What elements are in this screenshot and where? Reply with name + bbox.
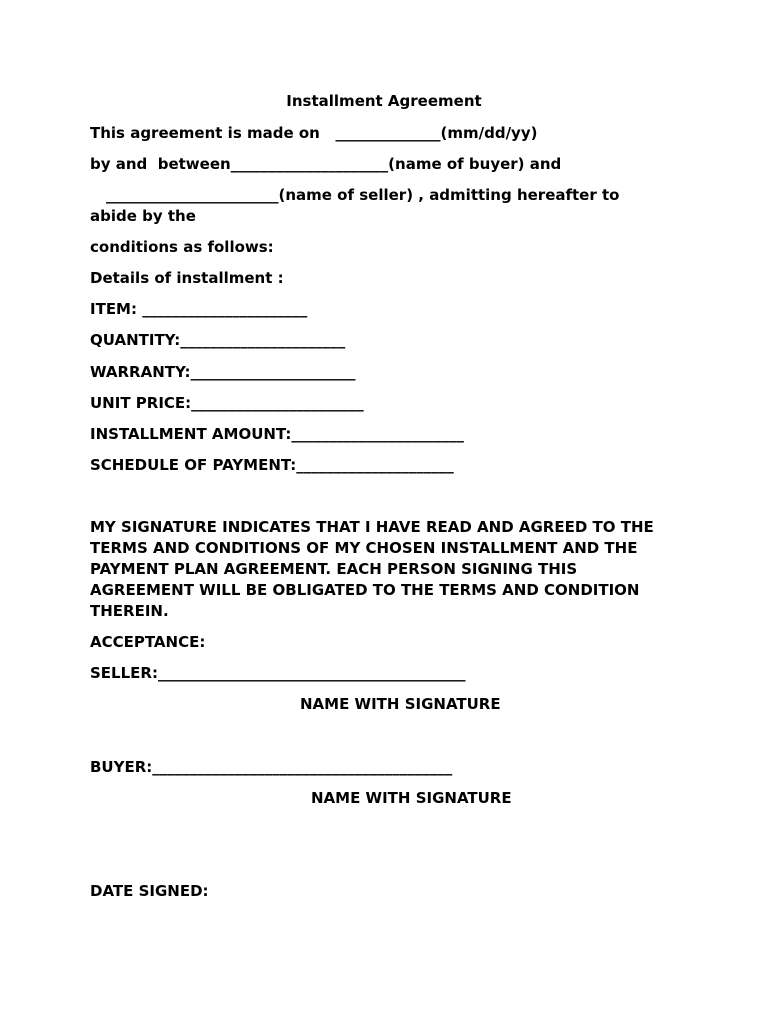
date-signed-label: DATE SIGNED: [90,882,209,900]
schedule-of-payment-field: SCHEDULE OF PAYMENT:_____________________ [90,456,454,474]
buyer-signature-caption: NAME WITH SIGNATURE [311,789,512,807]
conditions-intro: conditions as follows: [90,238,274,256]
signature-statement: MY SIGNATURE INDICATES THAT I HAVE READ AND AGREED TO THE TERMS AND CONDITIONS OF MY CHOSEN INSTALLMENT AND THE PAYMENT PLAN AGREEMENT. EACH PERSON SIGNING THIS AGREEMENT WILL BE OBLIGATED TO THE TERMS AND CONDITION THEREIN. [90,518,654,620]
buyer-name-line: by and between_____________________(name of buyer) and [90,155,562,173]
seller-signature-line: SELLER:_________________________________________ [90,664,466,682]
warranty-field: WARRANTY:______________________ [90,363,356,381]
installment-amount-field: INSTALLMENT AMOUNT:_______________________ [90,425,464,443]
document-title: Installment Agreement [286,92,482,110]
quantity-field: QUANTITY:______________________ [90,331,346,349]
seller-signature-caption: NAME WITH SIGNATURE [300,695,501,713]
acceptance-label: ACCEPTANCE: [90,633,206,651]
seller-name-line: _______________________(name of seller) , admitting hereafter to abide by the [90,186,620,225]
buyer-signature-line: BUYER:________________________________________ [90,758,453,776]
details-heading: Details of installment : [90,269,284,287]
unit-price-field: UNIT PRICE:_______________________ [90,394,364,412]
agreement-date-line: This agreement is made on ______________(mm/dd/yy) [90,124,538,142]
item-field: ITEM: ______________________ [90,300,308,318]
